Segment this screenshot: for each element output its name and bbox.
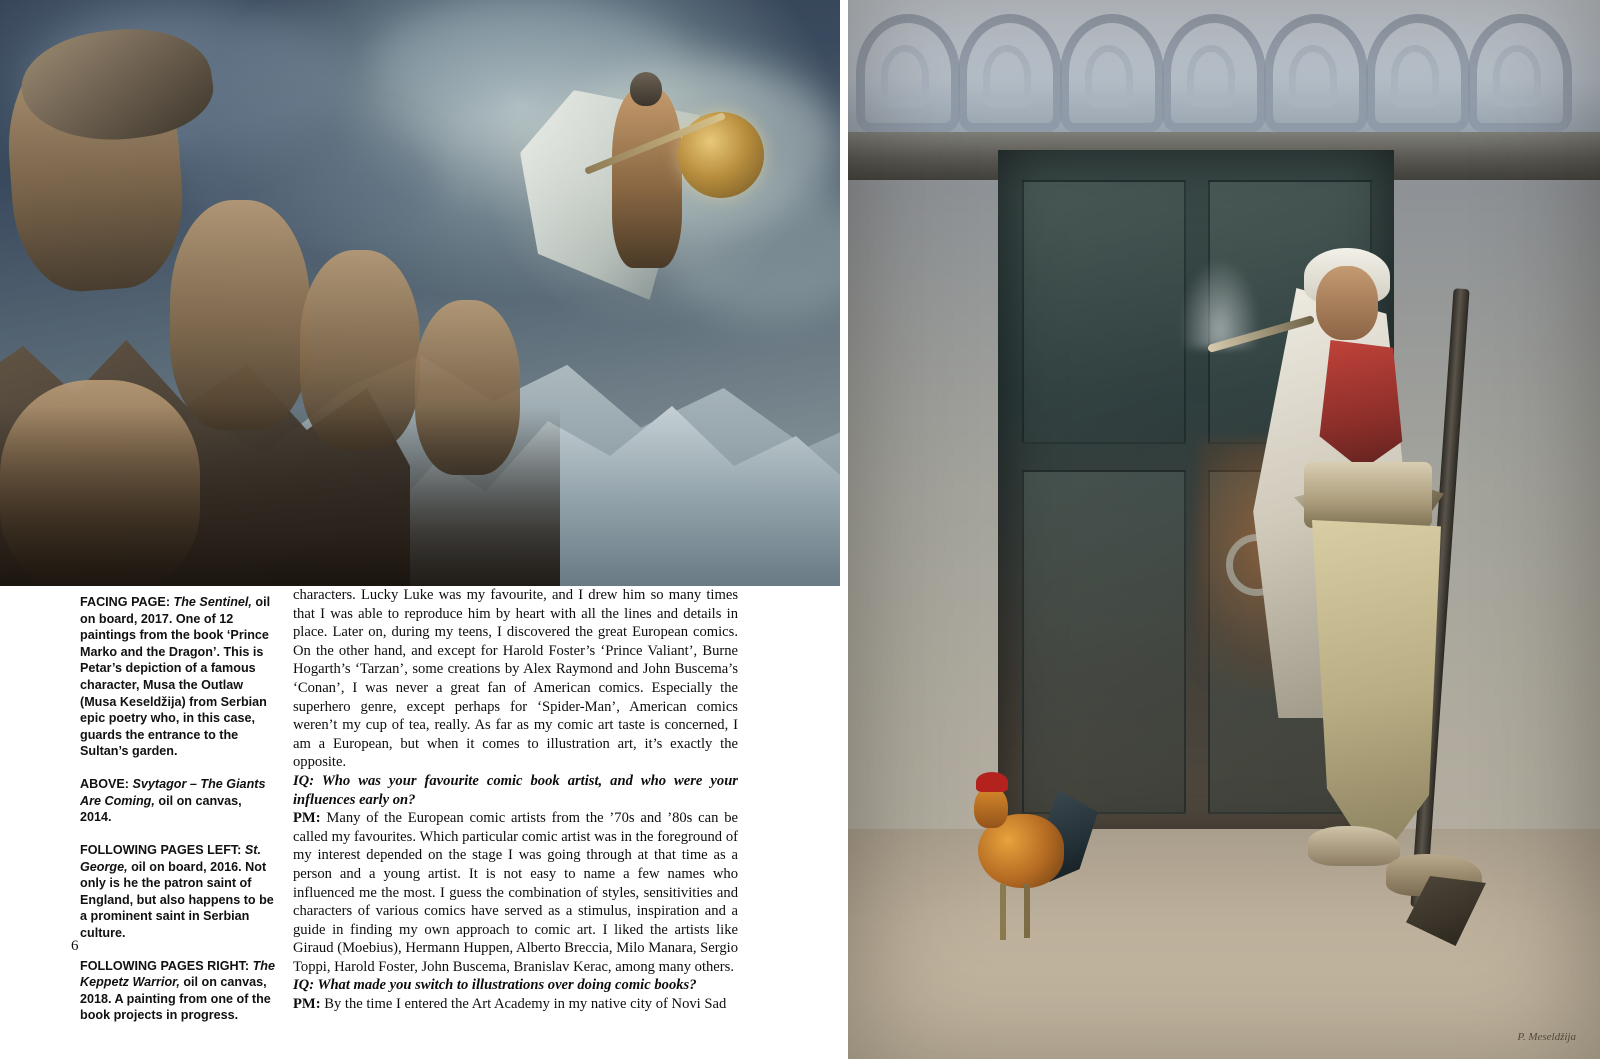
warrior-figure bbox=[1246, 248, 1496, 988]
door-panel bbox=[1022, 180, 1186, 444]
caption-rest: oil on board, 2016. Not only is he the patron saint of England, but also happens to be a prominent saint in Serbian culture. bbox=[80, 859, 274, 940]
shoe bbox=[1308, 826, 1400, 866]
rooster-leg bbox=[1024, 884, 1030, 938]
caption-block bbox=[80, 594, 276, 1040]
answer-text: By the time I entered the Art Academy in my native city of Novi Sad bbox=[320, 996, 727, 1013]
page-number: 6 bbox=[71, 938, 79, 954]
trousers bbox=[1300, 520, 1450, 840]
warrior-figure bbox=[560, 70, 750, 330]
interview-answer bbox=[293, 809, 738, 976]
foreground-shadow bbox=[0, 406, 560, 586]
speaker-label: PM: bbox=[293, 810, 321, 827]
caption-rest: oil on canvas, 2018. A painting from one of the book projects in progress. bbox=[80, 975, 271, 1023]
article-body-column bbox=[293, 586, 738, 1014]
frieze-motif bbox=[1366, 14, 1470, 132]
right-page-artwork-keppetz-warrior bbox=[848, 0, 1600, 1059]
artwork-svytagor-giants-are-coming bbox=[0, 0, 840, 586]
caption-following-pages-left bbox=[80, 842, 276, 942]
speaker-label: PM: bbox=[293, 996, 321, 1013]
frieze-motif bbox=[1060, 14, 1164, 132]
door-panel bbox=[1022, 470, 1186, 814]
caption-lead: FACING PAGE: bbox=[80, 595, 171, 609]
waist-sash bbox=[1304, 462, 1432, 528]
rooster bbox=[968, 772, 1098, 952]
artist-signature: P. Meseldžija bbox=[1517, 1031, 1576, 1043]
body-paragraph: characters. Lucky Luke was my favourite, and I drew him so many times that I was able to reproduce him by heart with all the lines and details in place. Later on, during my teens, I discovered the great European comics. On the other hand, and except for Harold Foster’s ‘Prince Valiant’, Burne Hogarth’s ‘Tarzan’, some creations by Alex Raymond and John Buscema’s ‘Conan’, I was never a great fan of American comics. Especially the superhero genre, except perhaps for ‘Spider-Man’, American comics weren’t my cup of tea, really. As far as my comic art taste is concerned, I am a European, but when it comes to illustration art, it’s exactly the opposite. bbox=[293, 587, 738, 771]
caption-following-pages-right bbox=[80, 958, 276, 1024]
rooster-leg bbox=[1000, 884, 1006, 940]
caption-lead: FOLLOWING PAGES RIGHT: bbox=[80, 958, 250, 973]
interview-question: IQ: Who was your favourite comic book artist, and who were your influences early on? bbox=[293, 772, 738, 808]
page-gutter bbox=[840, 0, 848, 1059]
frieze-motif bbox=[856, 14, 960, 132]
caption-title: The Sentinel, bbox=[173, 595, 252, 609]
interview-question: IQ: What made you switch to illustrations over doing comic books? bbox=[293, 977, 697, 994]
caption-lead: ABOVE: bbox=[80, 777, 129, 792]
warrior-body bbox=[612, 88, 682, 268]
caption-title: The Keppetz Warrior, bbox=[80, 958, 275, 990]
frieze-motif bbox=[1162, 14, 1266, 132]
answer-text: Many of the European comic artists from the ’70s and ’80s can be called my favourites. Which particular comic artist was in the foreground of my interest depended on the stage I was going through at that time as a person and a young artist. It is not easy to name a few names who influenced me the most. I guess the combination of styles, sensitivities and characters of various comics have served as a stimulus, inspiration and a guide in finding my own approach to comic art. I liked the artists like Giraud (Moebius), Hermann Huppen, Alberto Breccia, Milo Manara, Sergio Toppi, Harold Foster, John Buscema, Branislav Kerac, among many others. bbox=[293, 810, 738, 975]
interview-answer bbox=[293, 995, 738, 1014]
frieze-motif bbox=[1468, 14, 1572, 132]
caption-rest: oil on board, 2017. One of 12 paintings from the book ‘Prince Marko and the Dragon’. This is Petar’s depiction of a famous character, Musa the Outlaw (Musa Keseldžija) from Serbian epic poetry who, in this case, guards the entrance to the Sultan’s garden. bbox=[80, 595, 271, 759]
left-text-area bbox=[0, 586, 840, 1059]
caption-lead: FOLLOWING PAGES LEFT: bbox=[80, 842, 242, 857]
caption-above bbox=[80, 776, 276, 826]
caption-title: St. George, bbox=[80, 842, 261, 874]
frieze-motif bbox=[958, 14, 1062, 132]
caption-facing-page bbox=[80, 594, 276, 760]
rooster-comb bbox=[976, 772, 1008, 792]
caption-rest: oil on canvas, 2014. bbox=[80, 793, 242, 825]
rooster-head bbox=[974, 786, 1008, 828]
frieze-motif bbox=[1264, 14, 1368, 132]
caption-title: Svytagor – The Giants Are Coming, bbox=[80, 777, 266, 808]
warrior-helmet bbox=[630, 72, 662, 106]
face bbox=[1316, 266, 1378, 340]
carved-frieze bbox=[848, 0, 1600, 132]
giant-figure bbox=[170, 200, 310, 430]
